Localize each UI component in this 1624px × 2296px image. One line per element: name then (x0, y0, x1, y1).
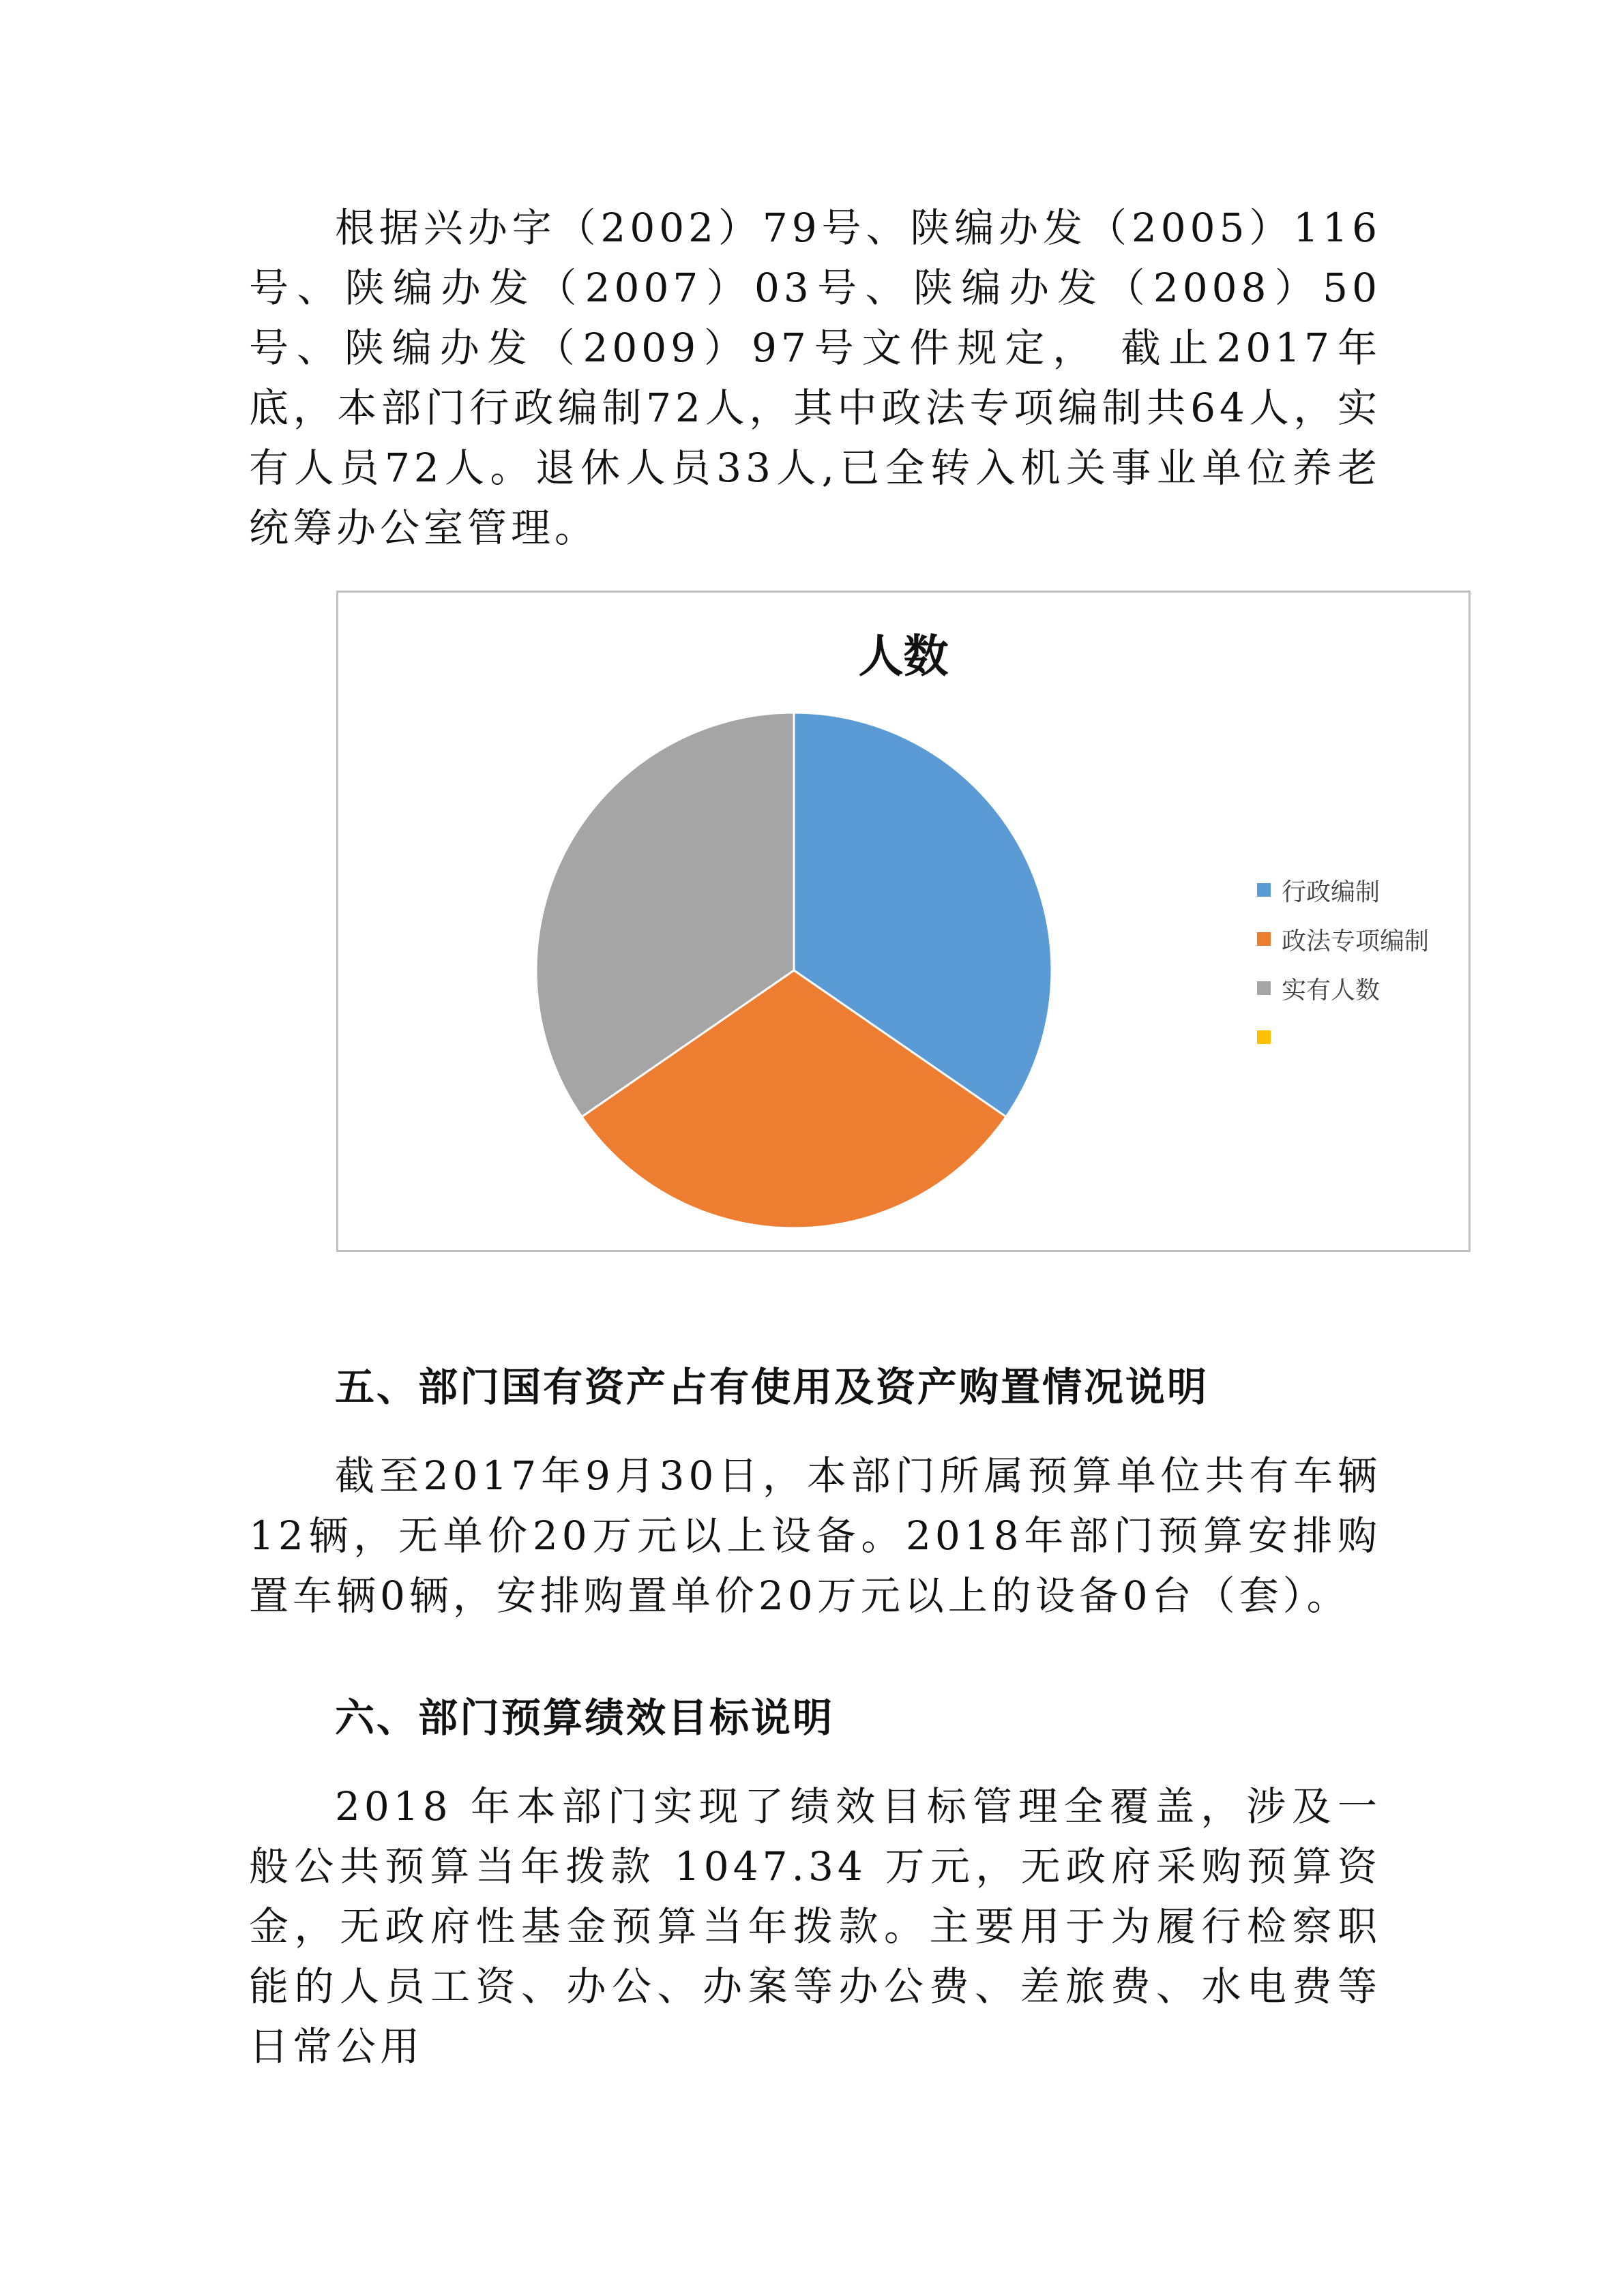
legend-item-4 (1257, 1013, 1429, 1062)
legend-label: 实有人数 (1282, 976, 1381, 1004)
legend-label: 行政编制 (1282, 878, 1381, 906)
chart-title: 人数 (858, 630, 949, 683)
paragraph-staffing: 根据兴办字（2002）79号、陕编办发（2005）116号、陕编办发（2007）03号、陕编办发（2008）50号、陕编办发（2009）97号文件规定， 截止2017年底，本部门行政编制72人，其中政法专项编制共64人，实有人员72人。退休人员33人,已全转入机关事业单位养老统筹办公室管理。 (249, 205, 1381, 551)
legend-item-2 (1257, 914, 1429, 964)
legend-swatch (1257, 932, 1271, 946)
paragraph-assets: 截至2017年9月30日，本部门所属预算单位共有车辆12辆，无单价20万元以上设备。2018年部门预算安排购置车辆0辆，安排购置单价20万元以上的设备0台（套）。 (249, 1452, 1381, 1619)
section-heading-performance: 六、部门预算绩效目标说明 (335, 1695, 835, 1741)
section-heading-assets: 五、部门国有资产占有使用及资产购置情况说明 (335, 1364, 1209, 1410)
legend-item-1 (1257, 865, 1429, 914)
pie-chart-frame (336, 591, 1471, 1252)
paragraph-performance: 2018 年本部门实现了绩效目标管理全覆盖，涉及一般公共预算当年拨款 1047.34 万元，无政府采购预算资金，无政府性基金预算当年拨款。主要用于为履行检察职能的人员工资、办公、办案等办公费、差旅费、水电费等日常公用 (249, 1783, 1381, 2070)
legend-swatch (1257, 981, 1271, 995)
legend-swatch (1257, 883, 1271, 897)
legend-label: 政法专项编制 (1282, 927, 1430, 955)
legend-swatch (1257, 1030, 1271, 1044)
legend-item-3 (1257, 964, 1429, 1013)
chart-legend (1257, 865, 1429, 1062)
